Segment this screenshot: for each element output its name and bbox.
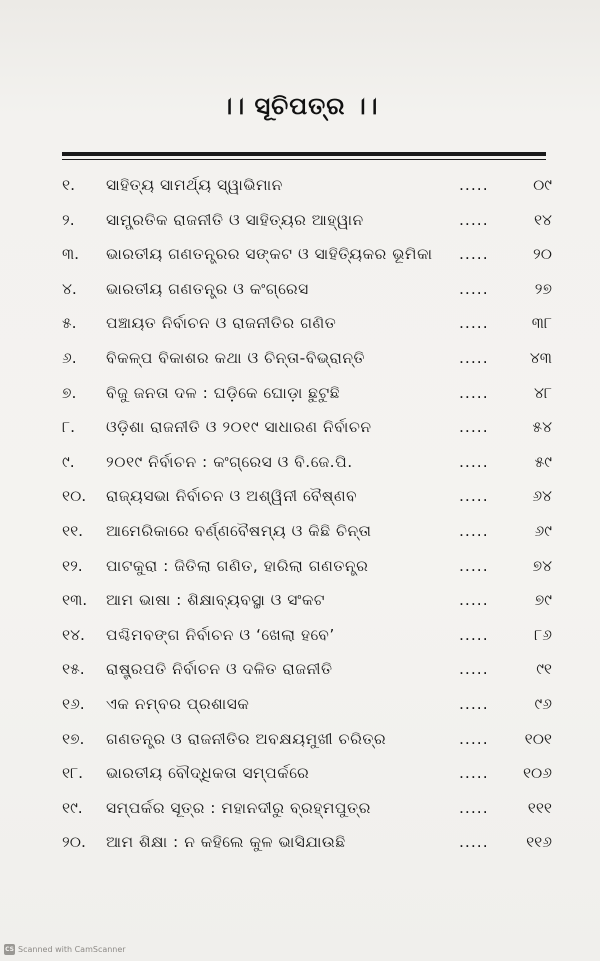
entry-title: ସାହିତ୍ୟ ସାମର୍ଥ୍ୟ ସ୍ୱାଭିମାନ xyxy=(106,176,283,194)
entry-page-number: ୯୧ xyxy=(536,660,552,679)
entry-leader-dots: ..... xyxy=(459,591,489,610)
entry-number: ୪. xyxy=(62,279,77,298)
entry-title: ସମ୍ପର୍କର ସୂତ୍ର : ମହାନଦୀରୁ ବ୍ରହ୍ମପୁତ୍ର xyxy=(106,798,371,817)
title-rule-thick xyxy=(62,152,546,156)
entry-page-number: ୭୪ xyxy=(532,556,552,575)
entry-number: ୫. xyxy=(62,314,77,333)
toc-entry xyxy=(62,514,552,549)
entry-page-number: ୧୦୧ xyxy=(524,729,552,748)
title-rule-thin xyxy=(62,159,546,160)
entry-title: ଭାରତୀୟ ବୌଦ୍ଧିକତା ସମ୍ପର୍କରେ xyxy=(106,764,310,783)
page-title: ।। ସୂଚିପତ୍ର ।। xyxy=(221,92,379,120)
entry-number: ୧୮. xyxy=(62,764,84,783)
entry-number: ୧୬. xyxy=(62,694,85,713)
entry-title: ସାମ୍ପ୍ରତିକ ରାଜନୀତି ଓ ସାହିତ୍ୟର ଆହ୍ୱାନ xyxy=(106,210,364,229)
entry-leader-dots: ..... xyxy=(459,279,489,298)
entry-leader-dots: ..... xyxy=(459,383,489,402)
toc-entry xyxy=(62,479,552,514)
entry-title: ୨୦୧୯ ନିର୍ବାଚନ : କଂଗ୍ରେସ ଓ ବି.ଜେ.ପି. xyxy=(106,452,353,471)
toc-entry xyxy=(62,756,552,791)
entry-leader-dots: ..... xyxy=(459,452,489,471)
toc-entry xyxy=(62,341,552,376)
entry-number: ୮. xyxy=(62,418,76,437)
entry-number: ୨୦. xyxy=(62,833,86,852)
entry-page-number: ୬୯ xyxy=(534,521,552,540)
toc-entry xyxy=(62,203,552,238)
toc-entry xyxy=(62,272,552,307)
entry-title: ଆମ ଭାଷା : ଶିକ୍ଷାବ୍ୟବସ୍ଥା ଓ ସଂକଟ xyxy=(106,591,326,610)
entry-leader-dots: ..... xyxy=(459,487,489,506)
entry-page-number: ୧୧୬ xyxy=(526,833,552,852)
entry-leader-dots: ..... xyxy=(459,798,489,817)
toc-entry xyxy=(62,791,552,826)
entry-title: ଆମ ଶିକ୍ଷା : ନ କହିଲେ କୁଳ ଭାସିଯାଉଛି xyxy=(106,833,346,852)
toc-entry xyxy=(62,168,552,203)
entry-number: ୧୦. xyxy=(62,487,87,506)
entry-leader-dots: ..... xyxy=(459,833,489,852)
toc-entry xyxy=(62,825,552,860)
entry-title: ବିଜୁ ଜନତା ଦଳ : ଘଡ଼ିକେ ଘୋଡ଼ା ଛୁଟୁଛି xyxy=(106,383,341,402)
toc-entry xyxy=(62,237,552,272)
entry-title: ରାଜ୍ୟସଭା ନିର୍ବାଚନ ଓ ଅଶ୍ୱିନୀ ବୈଷ୍ଣବ xyxy=(106,487,358,506)
entry-leader-dots: ..... xyxy=(459,660,489,679)
toc-entry xyxy=(62,306,552,341)
entry-page-number: ୨୦ xyxy=(533,245,552,264)
entry-title: ଏକ ନମ୍ବର ପ୍ରଶାସକ xyxy=(106,694,250,713)
entry-number: ୩. xyxy=(62,245,80,264)
entry-leader-dots: ..... xyxy=(459,625,489,644)
entry-leader-dots: ..... xyxy=(459,694,489,713)
entry-title: ପାଟକୁରା : ଜିତିଲା ଗଣିତ, ହାରିଲା ଗଣତନ୍ତ୍ର xyxy=(106,556,369,575)
entry-page-number: ୫୪ xyxy=(532,418,552,437)
entry-number: ୧୨. xyxy=(62,556,83,575)
scanner-watermark xyxy=(4,944,126,955)
entry-title: ଓଡ଼ିଶା ରାଜନୀତି ଓ ୨୦୧୯ ସାଧାରଣ ନିର୍ବାଚନ xyxy=(106,418,372,437)
entry-page-number: ୦୯ xyxy=(533,176,552,194)
entry-page-number: ୧୦୬ xyxy=(522,764,552,783)
entry-leader-dots: ..... xyxy=(459,764,489,783)
entry-page-number: ୩୮ xyxy=(531,314,552,333)
camscanner-logo-icon: CS xyxy=(5,946,14,953)
entry-page-number: ୧୪ xyxy=(533,210,552,229)
entry-title: ଭାରତୀୟ ଗଣତନ୍ତ୍ର ଓ କଂଗ୍ରେସ xyxy=(106,279,309,298)
entry-leader-dots: ..... xyxy=(459,314,489,333)
entry-page-number: ୯୬ xyxy=(534,694,552,713)
entry-leader-dots: ..... xyxy=(459,245,489,264)
entry-page-number: ୪୮ xyxy=(533,383,552,402)
toc-entry xyxy=(62,410,552,445)
entry-number: ୧୯. xyxy=(62,798,83,817)
watermark-text: Scanned with CamScanner xyxy=(18,945,126,954)
entry-number: ୬. xyxy=(62,348,77,367)
entry-title: ଭାରତୀୟ ଗଣତନ୍ତ୍ରର ସଙ୍କଟ ଓ ସାହିତ୍ୟିକର ଭୂମିକା xyxy=(106,245,433,264)
entry-title: ପଶ୍ଚିମବଙ୍ଗ ନିର୍ବାଚନ ଓ ‘ଖେଲା ହବେ’ xyxy=(106,625,335,644)
toc-entry xyxy=(62,722,552,757)
entry-number: ୧୪. xyxy=(62,625,85,644)
entry-title: ଆମେରିକାରେ ବର୍ଣ୍ଣବୈଷମ୍ୟ ଓ କିଛି ଚିନ୍ତା xyxy=(106,521,372,540)
toc-entry xyxy=(62,376,552,411)
entry-number: ୯. xyxy=(62,452,75,471)
entry-page-number: ୨୭ xyxy=(534,279,552,298)
entry-leader-dots: ..... xyxy=(459,176,489,194)
entry-page-number: ୭୯ xyxy=(534,591,552,610)
entry-title: ଗଣତନ୍ତ୍ର ଓ ରାଜନୀତିର ଅବକ୍ଷୟମୁଖୀ ଚରିତ୍ର xyxy=(106,729,387,748)
entry-page-number: ୮୬ xyxy=(534,625,552,644)
entry-number: ୨. xyxy=(62,210,75,229)
entry-page-number: ୧୧୧ xyxy=(527,798,552,817)
entry-number: ୧୧. xyxy=(62,521,84,540)
entry-page-number: ୫୯ xyxy=(534,452,552,471)
toc-entry xyxy=(62,583,552,618)
entry-leader-dots: ..... xyxy=(459,556,489,575)
entry-title: ପଞ୍ଚାୟତ ନିର୍ବାଚନ ଓ ରାଜନୀତିର ଗଣିତ xyxy=(106,314,337,333)
table-of-contents xyxy=(62,168,552,860)
entry-leader-dots: ..... xyxy=(459,418,489,437)
entry-title: ରାଷ୍ଟ୍ରପତି ନିର୍ବାଚନ ଓ ଦଳିତ ରାଜନୀତି xyxy=(106,660,333,679)
toc-entry xyxy=(62,687,552,722)
entry-leader-dots: ..... xyxy=(459,521,489,540)
entry-leader-dots: ..... xyxy=(459,348,489,367)
entry-number: ୧୭. xyxy=(62,729,85,748)
entry-number: ୧୫. xyxy=(62,660,85,679)
entry-number: ୭. xyxy=(62,383,77,402)
entry-page-number: ୪୩ xyxy=(529,348,552,367)
entry-leader-dots: ..... xyxy=(459,729,489,748)
toc-entry xyxy=(62,618,552,653)
toc-entry xyxy=(62,652,552,687)
entry-title: ବିକଳ୍ପ ବିକାଶର କଥା ଓ ଚିନ୍ତା-ବିଭ୍ରାନ୍ତି xyxy=(106,348,366,367)
entry-page-number: ୬୪ xyxy=(532,487,552,506)
entry-leader-dots: ..... xyxy=(459,210,489,229)
toc-entry xyxy=(62,549,552,584)
toc-entry xyxy=(62,445,552,480)
entry-number: ୧. xyxy=(62,176,76,194)
entry-number: ୧୩. xyxy=(62,591,88,610)
